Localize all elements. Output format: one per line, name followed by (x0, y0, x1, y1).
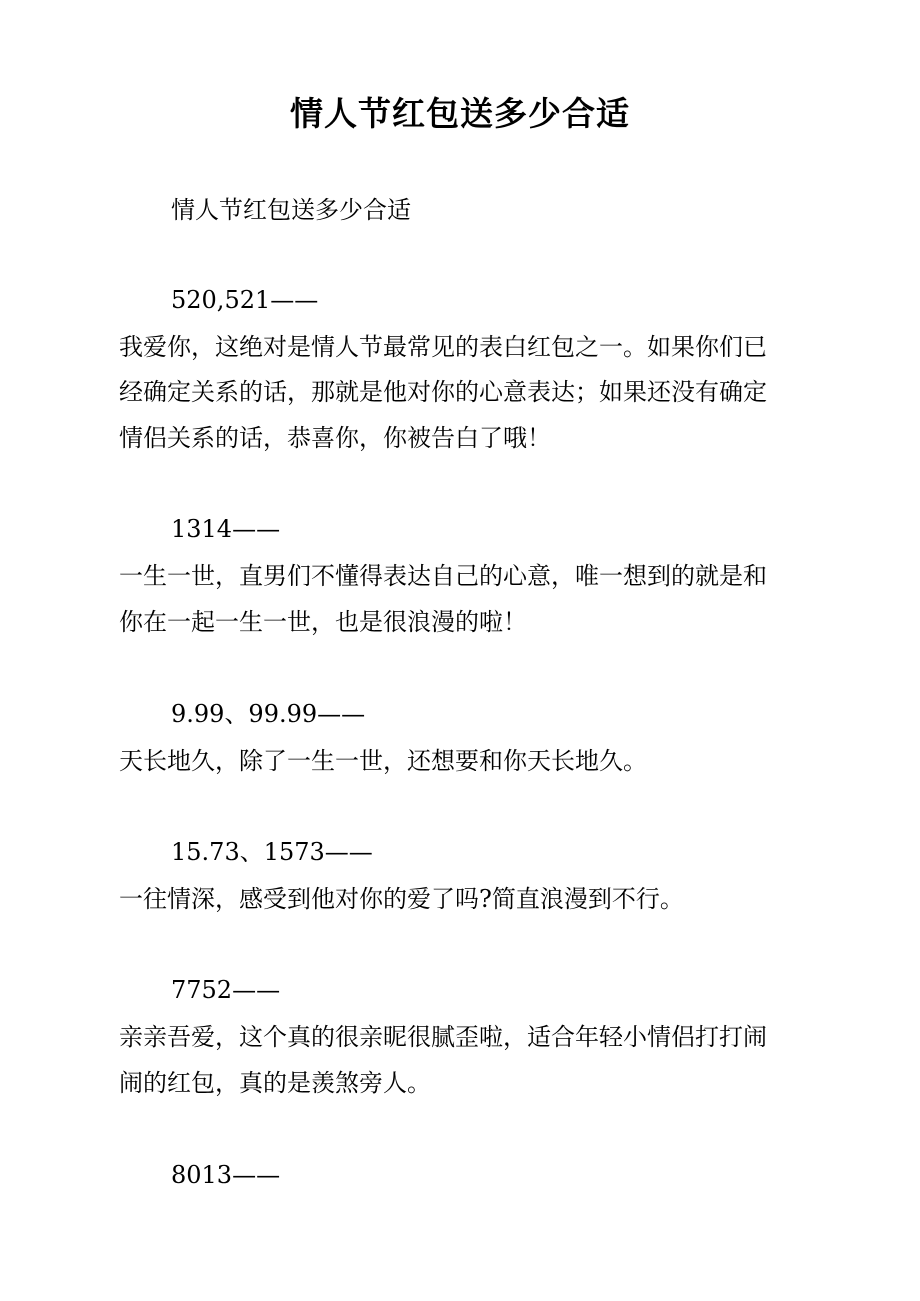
page-title: 情人节红包送多少合适 (290, 94, 630, 133)
section-heading-999: 9.99、99.99—— (171, 700, 366, 728)
section-heading-1573: 15.73、1573—— (171, 838, 373, 866)
paragraph-line: 我爱你，这绝对是情人节最常见的表白红包之一。如果你们已 (119, 333, 767, 361)
paragraph-line: 闹的红包，真的是羡煞旁人。 (119, 1069, 431, 1097)
section-heading-7752: 7752—— (171, 976, 281, 1004)
subtitle: 情人节红包送多少合适 (171, 196, 411, 224)
paragraph-line: 天长地久，除了一生一世，还想要和你天长地久。 (119, 747, 647, 775)
paragraph-line: 亲亲吾爱，这个真的很亲昵很腻歪啦，适合年轻小情侣打打闹 (119, 1023, 767, 1051)
section-heading-520: 520,521—— (171, 286, 319, 314)
paragraph-line: 你在一起一生一世，也是很浪漫的啦！ (119, 608, 527, 636)
paragraph-line: 一生一世，直男们不懂得表达自己的心意，唯一想到的就是和 (119, 562, 767, 590)
paragraph-line: 经确定关系的话，那就是他对你的心意表达；如果还没有确定 (119, 378, 767, 406)
paragraph-line: 一往情深，感受到他对你的爱了吗?简直浪漫到不行。 (119, 885, 684, 913)
paragraph-line: 情侣关系的话，恭喜你，你被告白了哦！ (119, 424, 551, 452)
section-heading-8013: 8013—— (171, 1161, 281, 1189)
section-heading-1314: 1314—— (171, 515, 281, 543)
